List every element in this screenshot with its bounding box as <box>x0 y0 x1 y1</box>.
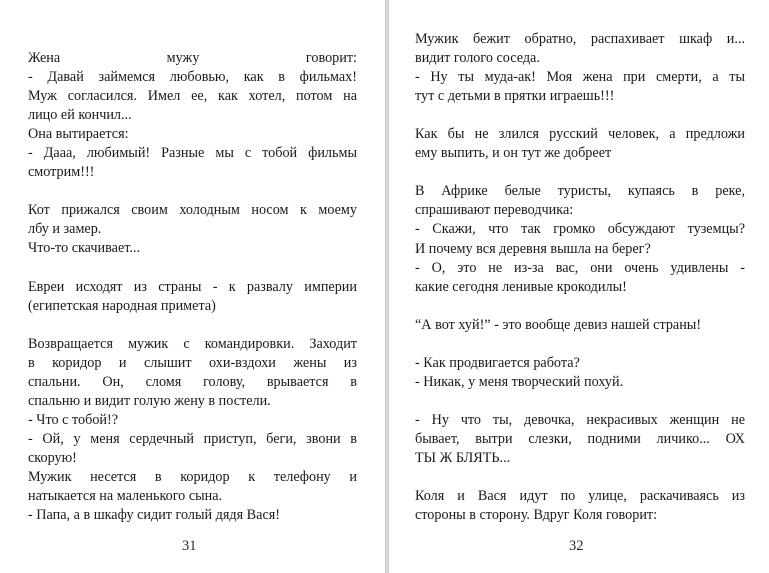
text-line: Кот прижался своим холодным носом к моему <box>28 202 357 219</box>
text-line: Коля и Вася идут по улице, раскачиваясь из <box>415 488 745 505</box>
paragraph <box>415 411 745 468</box>
text-line: В Африке белые туристы, купаясь в реке, <box>415 183 745 200</box>
paragraph <box>28 201 357 258</box>
text-line: спальню и видит голую жену в постели. <box>28 392 271 409</box>
text-line: стороны в сторону. Вдруг Коля говорит: <box>415 507 658 524</box>
text-line: Евреи исходят из страны - к развалу империи <box>28 278 357 295</box>
text-line: - Папа, а в шкафу сидит голый дядя Вася! <box>28 507 280 524</box>
text-line: натыкается на маленького сына. <box>28 488 223 505</box>
page-number: 32 <box>569 538 584 554</box>
text-line: скорую! <box>28 449 77 466</box>
text-line: ему выпить, и он тут же добреет <box>415 145 612 162</box>
paragraph <box>415 182 745 296</box>
text-line: спрашивают переводчика: <box>415 202 574 219</box>
text-line: Она вытирается: <box>28 126 129 143</box>
text-line: Жена мужу говорит: <box>28 50 357 66</box>
text-line: тут с детьми в прятки играешь!!! <box>415 88 615 105</box>
text-line: - Никак, у меня творческий похуй. <box>415 373 624 390</box>
text-line: бывает, вытри слезки, подними личико... ОХ <box>415 430 745 447</box>
paragraph <box>415 125 745 163</box>
text-line: Что-то скачивает... <box>28 240 141 257</box>
paragraph <box>415 487 745 525</box>
text-line: - Давай займемся любовью, как в фильмах! <box>28 69 357 86</box>
text-line: ТЫ Ж БЛЯТЬ... <box>415 450 511 467</box>
text-line: Муж согласился. Имел ее, как хотел, потом на <box>28 88 357 105</box>
text-line: смотрим!!! <box>28 164 95 181</box>
text-line: “А вот хуй!” - это вообще девиз нашей страны! <box>415 316 702 333</box>
text-line: - О, это не из-за вас, они очень удивлены - <box>415 259 745 276</box>
paragraph <box>28 49 357 182</box>
paragraph <box>415 354 745 392</box>
text-line: какие сегодня ленивые крокодилы! <box>415 278 627 295</box>
page-text <box>415 30 745 544</box>
text-line: - Ну ты муда-ак! Моя жена при смерти, а ты <box>415 69 745 86</box>
text-line: Как бы не злился русский человек, а предложи <box>415 126 745 143</box>
paragraph <box>415 316 745 335</box>
paragraph <box>415 30 745 106</box>
text-line: (египетская народная примета) <box>28 297 216 314</box>
text-line: - Скажи, что так громко обсуждают туземцы? <box>415 221 745 238</box>
text-line: спальни. Он, сломя голову, врывается в <box>28 373 357 390</box>
text-line: в коридор и слышит охи-вздохи жены из <box>28 354 357 371</box>
text-line: лбу и замер. <box>28 221 102 238</box>
page-text <box>28 49 357 544</box>
text-line: видит голого соседа. <box>415 50 540 67</box>
page-number: 31 <box>182 538 197 554</box>
text-line: Возвращается мужик с командировки. Заходит <box>28 335 357 352</box>
text-line: Мужик бежит обратно, распахивает шкаф и... <box>415 31 745 47</box>
text-line: - Ой, у меня сердечный приступ, беги, звони в <box>28 430 357 447</box>
text-line: - Что с тобой!? <box>28 411 119 428</box>
text-line: - Дааа, любимый! Разные мы с тобой фильмы <box>28 145 357 162</box>
text-line: лицо ей кончил... <box>28 107 132 124</box>
paragraph <box>28 335 357 525</box>
text-line: И почему вся деревня вышла на берег? <box>415 240 651 257</box>
paragraph <box>28 278 357 316</box>
text-line: Мужик несется в коридор к телефону и <box>28 469 357 486</box>
text-line: - Как продвигается работа? <box>415 354 580 371</box>
page-right <box>389 0 769 573</box>
text-line: - Ну что ты, девочка, некрасивых женщин не <box>415 411 745 428</box>
